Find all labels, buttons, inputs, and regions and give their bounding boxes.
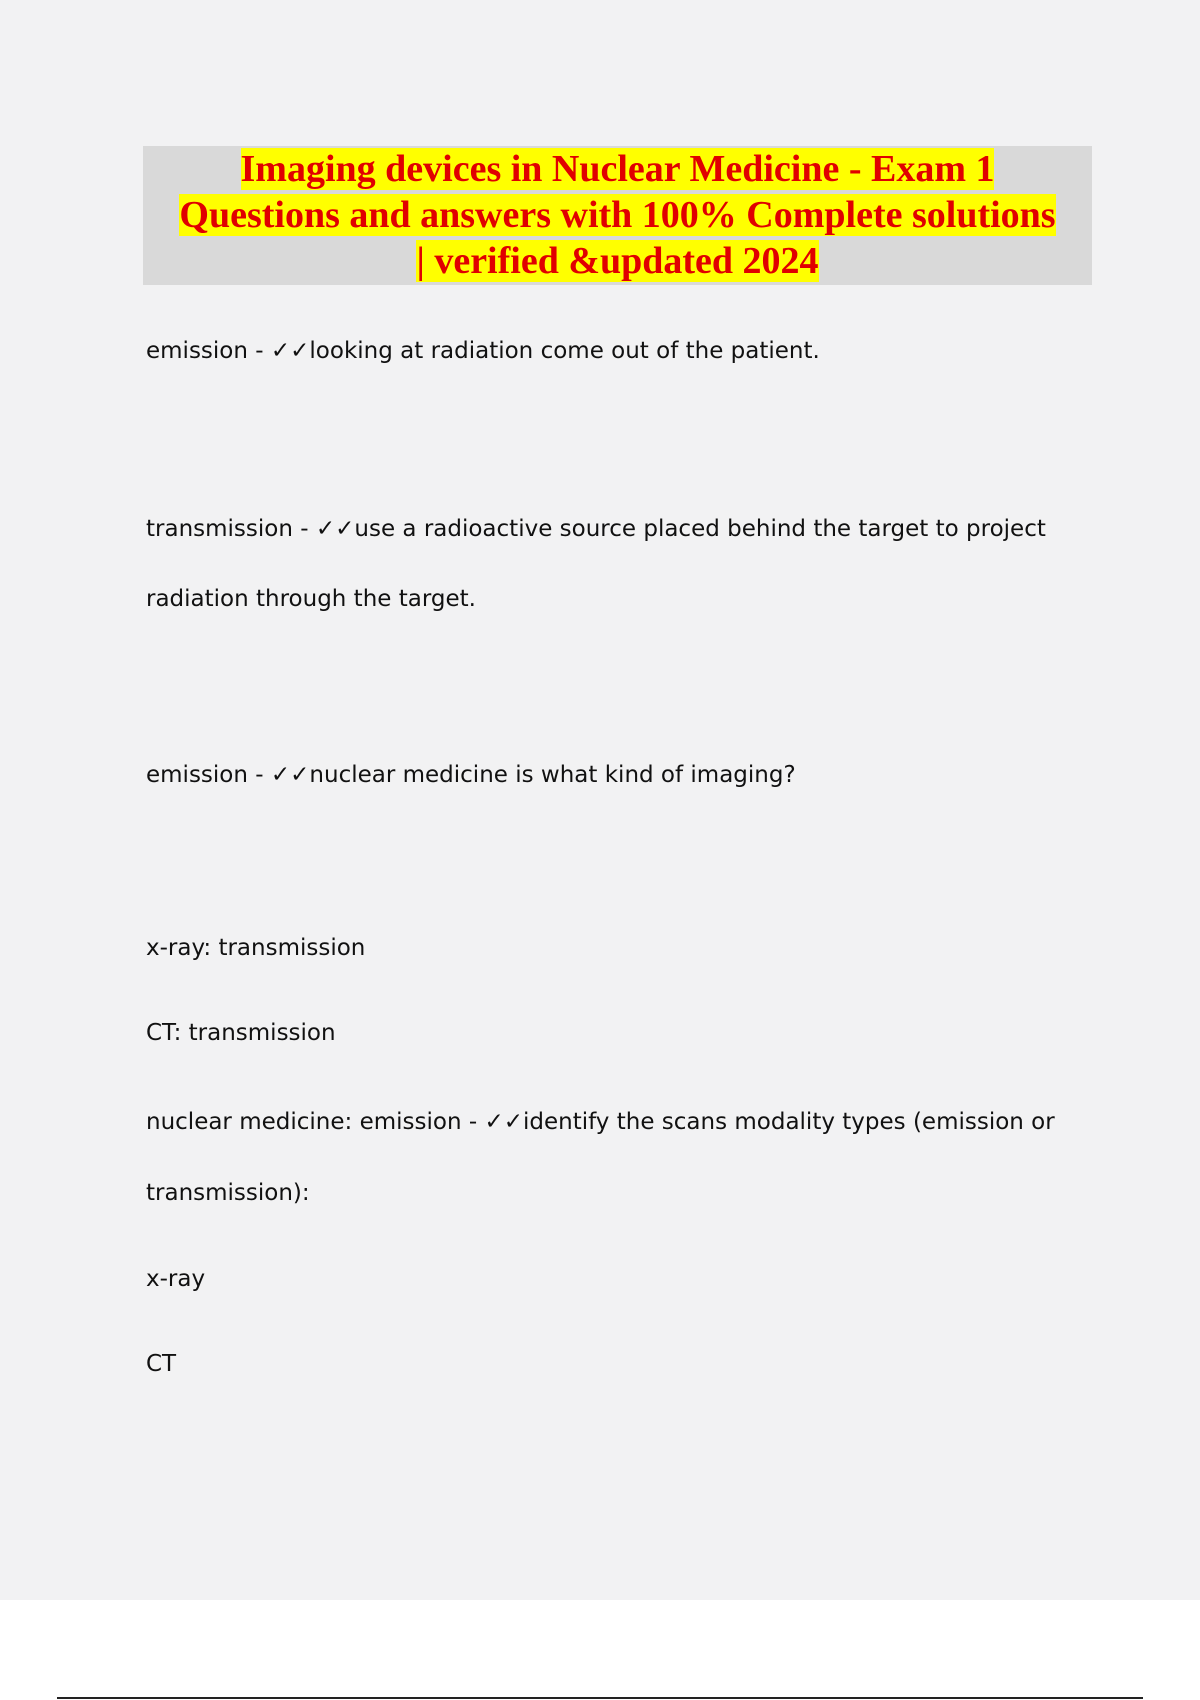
qa-line-8: transmission): [146, 1180, 310, 1206]
document-title [143, 146, 1092, 285]
title-line-3: | verified &updated 2024 [416, 240, 819, 282]
footer-divider [57, 1697, 1143, 1699]
qa-line-9: x-ray [146, 1266, 206, 1292]
qa-line-5: x-ray: transmission [146, 935, 366, 961]
qa-line-2: transmission - ✓✓use a radioactive source placed behind the target to project [146, 516, 1046, 542]
qa-line-7: nuclear medicine: emission - ✓✓identify the scans modality types (emission or [146, 1109, 1055, 1135]
qa-line-10: CT [146, 1351, 177, 1377]
qa-line-6: CT: transmission [146, 1020, 336, 1046]
title-line-2: Questions and answers with 100% Complete solutions [179, 194, 1056, 236]
qa-line-3: radiation through the target. [146, 586, 476, 612]
qa-line-4: emission - ✓✓nuclear medicine is what kind of imaging? [146, 762, 796, 788]
title-line-1: Imaging devices in Nuclear Medicine - Exam 1 [240, 148, 995, 190]
qa-line-1: emission - ✓✓looking at radiation come out of the patient. [146, 338, 820, 364]
